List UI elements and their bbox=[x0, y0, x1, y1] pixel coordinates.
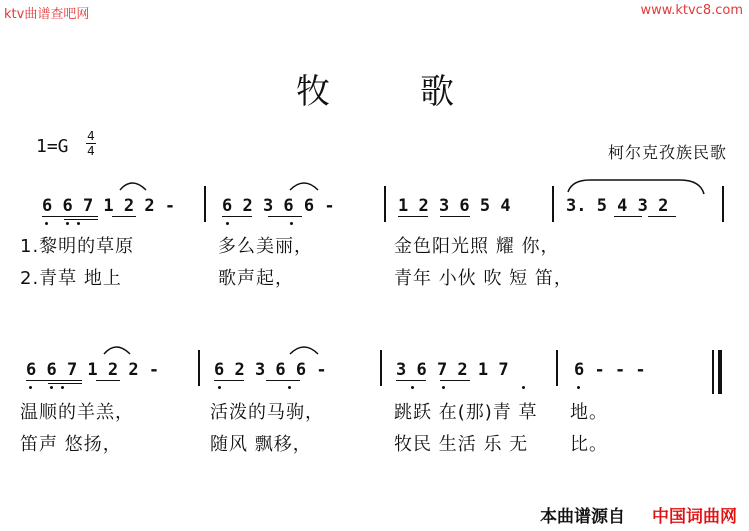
lyric-v1-l1-a: 1.黎明的草原 bbox=[20, 236, 135, 257]
lyric-v2-l1-c: 青年 小伙 吹 短 笛， bbox=[394, 268, 573, 289]
lyric-v2-l1-a: 2.青草 地上 bbox=[20, 268, 122, 289]
measure-1-3: 1 2 3 6 5 4 bbox=[398, 196, 511, 216]
lyric-v1-l1-b: 多么美丽， bbox=[218, 236, 313, 257]
song-origin: 柯尔克孜族民歌 bbox=[607, 143, 727, 162]
lyric-v2-l2-b: 随风 飘移， bbox=[210, 434, 312, 455]
lyric-v1-l2-b: 活泼的马驹， bbox=[210, 402, 324, 423]
site-watermark-left: ktv曲谱查吧网 bbox=[4, 7, 90, 22]
lyric-v1-l2-c: 跳跃 在(那)青 草 bbox=[394, 402, 538, 423]
lyric-v1-l2-a: 温顺的羊羔， bbox=[20, 402, 134, 423]
measure-1-4: 3. 5 4 3 2 bbox=[566, 196, 669, 216]
source-label: 本曲谱源自 bbox=[540, 507, 625, 527]
measure-2-4: 6 - - - bbox=[574, 360, 646, 380]
measure-1-1: 6 6 7 1 2 2 - bbox=[42, 196, 176, 216]
measure-1-2: 6 2 3 6 6 - bbox=[222, 196, 335, 216]
measure-2-2: 6 2 3 6 6 - bbox=[214, 360, 327, 380]
lyric-v1-l2-d: 地。 bbox=[570, 402, 608, 423]
song-title-char-1: 牧 bbox=[296, 72, 332, 112]
slur-arc bbox=[120, 183, 146, 190]
slur-arc bbox=[290, 183, 318, 190]
meter-top: 4 bbox=[87, 129, 95, 143]
slur-arc bbox=[290, 347, 318, 354]
source-site[interactable]: 中国词曲网 bbox=[652, 507, 737, 527]
measure-2-1: 6 6 7 1 2 2 - bbox=[26, 360, 160, 380]
lyric-v2-l2-c: 牧民 生活 乐 无 bbox=[394, 434, 529, 455]
song-title-char-2: 歌 bbox=[420, 72, 456, 112]
lyric-v2-l2-d: 比。 bbox=[570, 434, 608, 455]
key-signature: 1=G bbox=[36, 136, 69, 157]
lyric-v2-l1-b: 歌声起， bbox=[218, 268, 294, 289]
site-watermark-right: www.ktvc8.com bbox=[640, 3, 743, 18]
measure-2-3: 3 6 7 2 1 7 bbox=[396, 360, 509, 380]
lyric-v1-l1-c: 金色阳光照 耀 你， bbox=[394, 236, 560, 257]
lyric-v2-l2-a: 笛声 悠扬， bbox=[20, 434, 122, 455]
slur-arc bbox=[104, 347, 130, 354]
meter-bottom: 4 bbox=[87, 144, 95, 158]
slur-arc bbox=[568, 180, 704, 194]
